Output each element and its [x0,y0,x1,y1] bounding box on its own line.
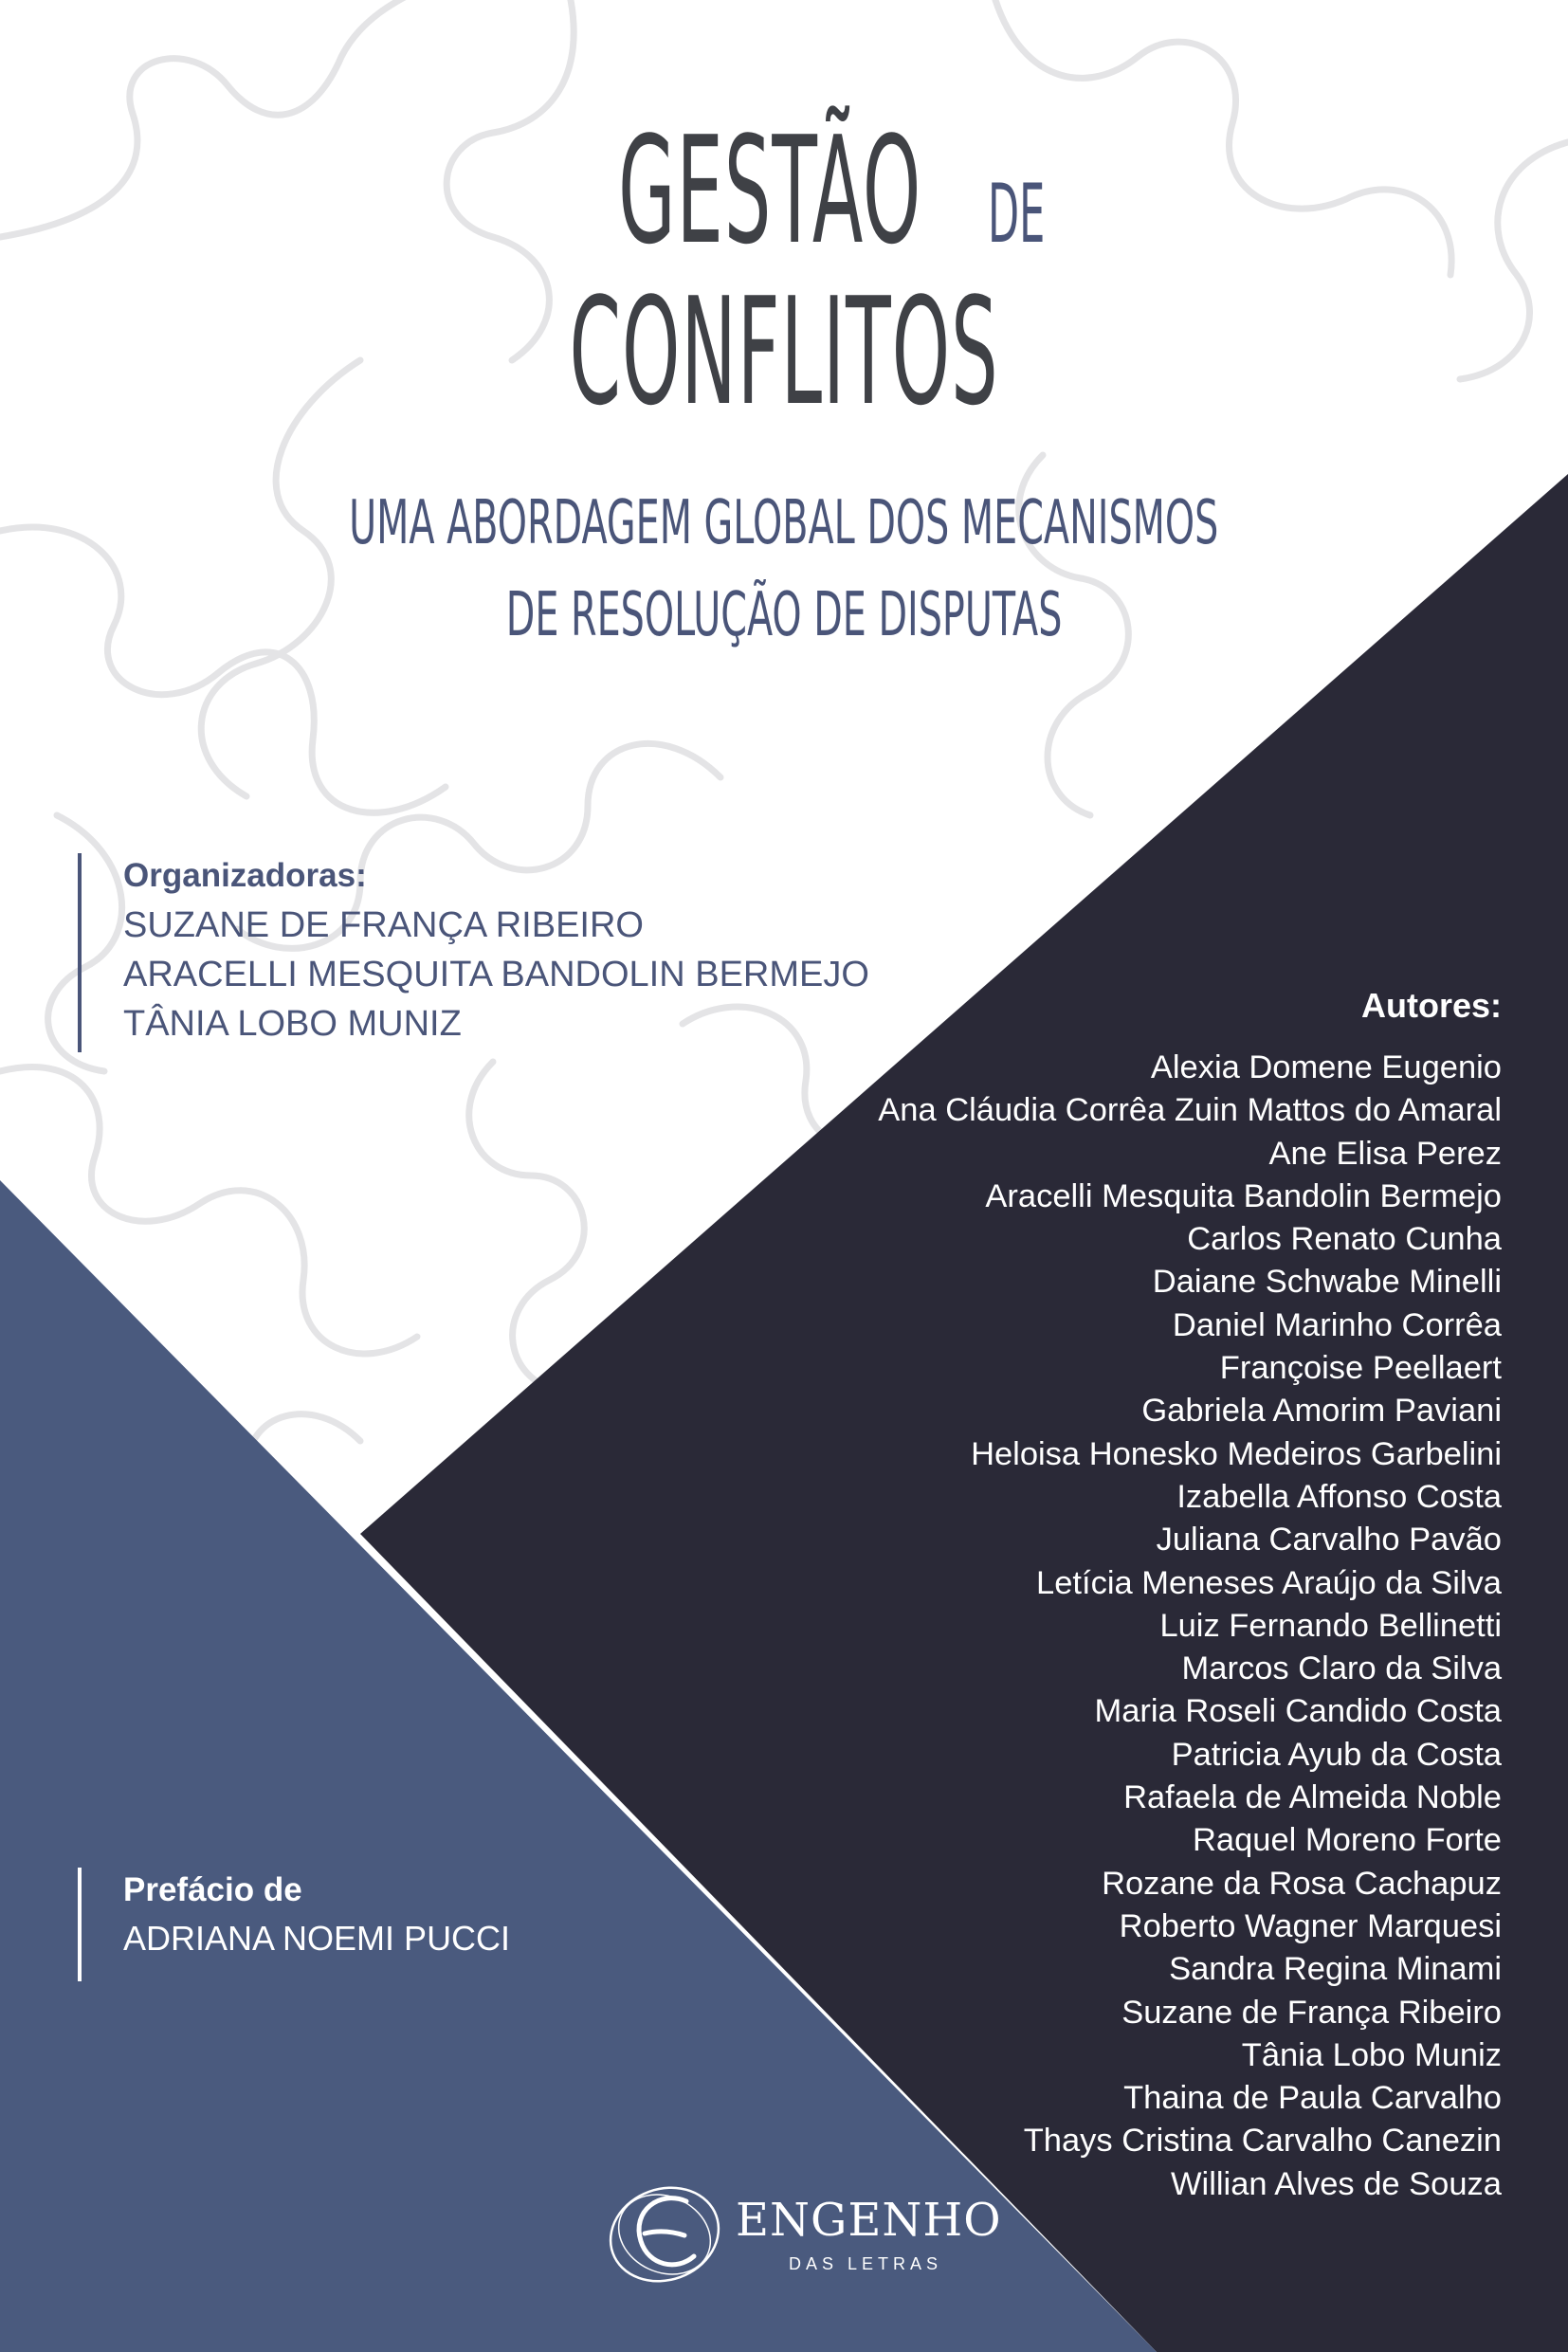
author-name: Heloisa Honesko Medeiros Garbelini [971,1435,1502,1472]
author-name: Luiz Fernando Bellinetti [1159,1607,1502,1644]
organizers-block [78,853,869,1052]
preface-author: ADRIANA NOEMI PUCCI [123,1919,511,1958]
author-name: Gabriela Amorim Paviani [1141,1393,1502,1430]
publisher-subname: DAS LETRAS [789,2254,943,2273]
title-gestao: GESTÃO [617,104,921,277]
authors-block [878,986,1502,2206]
preface-heading: Prefácio de [123,1871,302,1908]
author-name: Ane Elisa Perez [1268,1135,1502,1172]
author-name: Rozane da Rosa Cachapuz [1102,1865,1502,1902]
author-name: Thays Cristina Carvalho Canezin [1023,2123,1502,2160]
organizers-heading: Organizadoras: [123,857,367,894]
author-name: Daniel Marinho Corrêa [1172,1306,1502,1343]
organizer-name: TÂNIA LOBO MUNIZ [123,1004,462,1044]
author-name: Roberto Wagner Marquesi [1119,1907,1502,1944]
organizer-name: SUZANE DE FRANÇA RIBEIRO [123,905,644,945]
author-name: Sandra Regina Minami [1169,1951,1502,1988]
author-name: Izabella Affonso Costa [1176,1478,1502,1515]
author-name: Willian Alves de Souza [1170,2165,1502,2202]
author-name: Françoise Peellaert [1219,1350,1502,1387]
author-name: Thaina de Paula Carvalho [1123,2080,1502,2117]
subtitle-line-1-text: UMA ABORDAGEM GLOBAL DOS MECANISMOS [349,488,1219,558]
author-name: Marcos Claro da Silva [1181,1650,1502,1687]
author-name: Carlos Renato Cunha [1187,1221,1502,1258]
publisher-emblem-icon [603,2173,726,2296]
publisher-name: ENGENHO [736,2194,1002,2247]
title-de: DE [987,167,1046,262]
title-line-1 [0,104,1568,275]
author-name: Patricia Ayub da Costa [1171,1736,1502,1773]
author-name: Juliana Carvalho Pavão [1156,1522,1502,1559]
preface-block [78,1868,510,1981]
subtitle-line-2 [0,580,1568,650]
author-name: Tânia Lobo Muniz [1241,2036,1502,2073]
subtitle-line-1 [0,488,1568,558]
author-name: Alexia Domene Eugenio [1150,1049,1502,1085]
title-conflitos: CONFLITOS [569,265,999,438]
author-name: Daiane Schwabe Minelli [1152,1264,1502,1301]
subtitle-line-2-text: DE RESOLUÇÃO DE DISPUTAS [505,580,1063,650]
author-name: Letícia Meneses Araújo da Silva [1036,1564,1502,1601]
author-name: Suzane de França Ribeiro [1121,1994,1502,2031]
author-name: Rafaela de Almeida Noble [1123,1779,1502,1816]
publisher-logo [603,2173,1002,2296]
author-name: Aracelli Mesquita Bandolin Bermejo [985,1177,1502,1214]
author-name: Maria Roseli Candido Costa [1094,1693,1502,1730]
organizer-name: ARACELLI MESQUITA BANDOLIN BERMEJO [123,955,869,994]
author-name: Raquel Moreno Forte [1193,1822,1502,1859]
authors-heading: Autores: [1360,986,1502,1025]
title-line-2 [0,265,1568,446]
author-name: Ana Cláudia Corrêa Zuin Mattos do Amaral [878,1092,1502,1129]
